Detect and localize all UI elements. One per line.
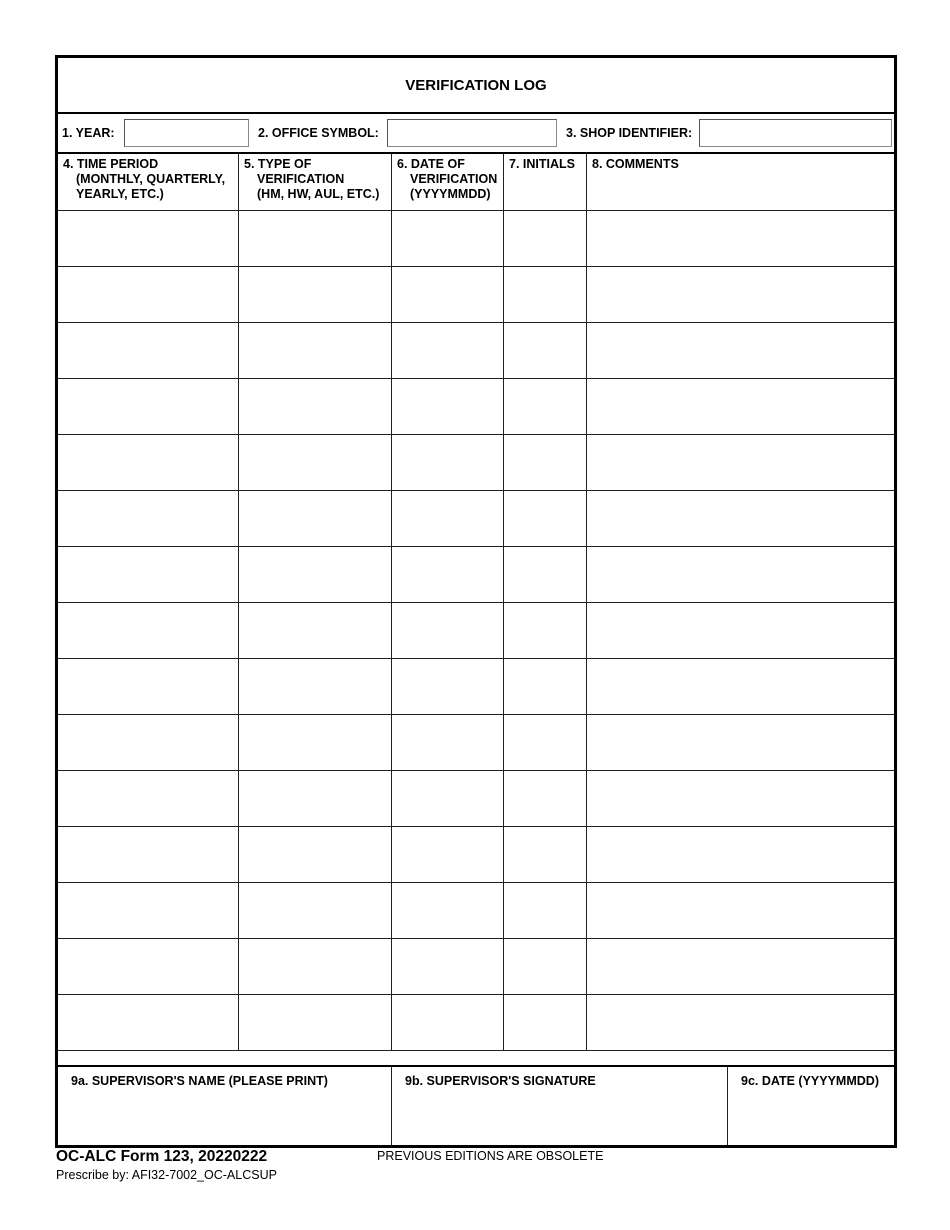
comments-cell[interactable] xyxy=(587,323,894,378)
comments-cell[interactable] xyxy=(587,211,894,266)
time-period-cell[interactable] xyxy=(58,715,238,770)
initials-cell[interactable] xyxy=(504,603,586,658)
comments-cell[interactable] xyxy=(587,883,894,938)
time-period-cell[interactable] xyxy=(58,491,238,546)
date-of-verification-cell[interactable] xyxy=(392,659,503,714)
initials-cell[interactable] xyxy=(504,939,586,994)
type-of-verification-cell[interactable] xyxy=(239,267,391,322)
initials-cell[interactable] xyxy=(504,659,586,714)
type-of-verification-cell[interactable] xyxy=(239,547,391,602)
form-title: VERIFICATION LOG xyxy=(58,58,894,114)
table-row xyxy=(58,491,894,547)
supervisor-signature-field[interactable] xyxy=(392,1067,727,1145)
date-of-verification-cell[interactable] xyxy=(392,771,503,826)
table-row xyxy=(58,547,894,603)
table-row xyxy=(58,771,894,827)
date-of-verification-cell[interactable] xyxy=(392,267,503,322)
comments-cell[interactable] xyxy=(587,267,894,322)
date-of-verification-cell[interactable] xyxy=(392,211,503,266)
type-of-verification-cell[interactable] xyxy=(239,435,391,490)
shop-identifier-input[interactable] xyxy=(699,119,892,147)
table-row xyxy=(58,995,894,1051)
comments-cell[interactable] xyxy=(587,491,894,546)
initials-cell[interactable] xyxy=(504,995,586,1050)
type-of-verification-cell[interactable] xyxy=(239,603,391,658)
comments-cell[interactable] xyxy=(587,379,894,434)
time-period-cell[interactable] xyxy=(58,827,238,882)
year-label: 1. YEAR: xyxy=(62,126,115,140)
comments-cell[interactable] xyxy=(587,547,894,602)
comments-cell[interactable] xyxy=(587,771,894,826)
time-period-cell[interactable] xyxy=(58,547,238,602)
date-of-verification-cell[interactable] xyxy=(392,939,503,994)
date-of-verification-cell[interactable] xyxy=(392,995,503,1050)
date-of-verification-cell[interactable] xyxy=(392,603,503,658)
comments-cell[interactable] xyxy=(587,435,894,490)
initials-cell[interactable] xyxy=(504,771,586,826)
time-period-cell[interactable] xyxy=(58,435,238,490)
type-of-verification-cell[interactable] xyxy=(239,659,391,714)
table-row xyxy=(58,323,894,379)
type-of-verification-cell[interactable] xyxy=(239,883,391,938)
comments-cell[interactable] xyxy=(587,603,894,658)
col-header-time-period: 4. TIME PERIOD (MONTHLY, QUARTERLY, YEARLY, ETC.) xyxy=(63,157,226,201)
table-row xyxy=(58,211,894,267)
supervisor-section xyxy=(58,1067,894,1145)
initials-cell[interactable] xyxy=(504,827,586,882)
time-period-cell[interactable] xyxy=(58,995,238,1050)
table-row xyxy=(58,267,894,323)
initials-cell[interactable] xyxy=(504,323,586,378)
col-header-date-of-verification: 6. DATE OF VERIFICATION (YYYYMMDD) xyxy=(397,157,498,201)
date-of-verification-cell[interactable] xyxy=(392,323,503,378)
type-of-verification-cell[interactable] xyxy=(239,995,391,1050)
supervisor-signature-label: 9b. SUPERVISOR'S SIGNATURE xyxy=(405,1074,596,1088)
type-of-verification-cell[interactable] xyxy=(239,827,391,882)
date-of-verification-cell[interactable] xyxy=(392,883,503,938)
table-header xyxy=(58,154,894,211)
table-row xyxy=(58,883,894,939)
comments-cell[interactable] xyxy=(587,995,894,1050)
shop-identifier-label: 3. SHOP IDENTIFIER: xyxy=(566,126,693,140)
date-of-verification-cell[interactable] xyxy=(392,435,503,490)
office-symbol-label: 2. OFFICE SYMBOL: xyxy=(258,126,379,140)
table-row xyxy=(58,715,894,771)
comments-cell[interactable] xyxy=(587,827,894,882)
table-row xyxy=(58,659,894,715)
date-of-verification-cell[interactable] xyxy=(392,547,503,602)
table-row xyxy=(58,827,894,883)
type-of-verification-cell[interactable] xyxy=(239,491,391,546)
time-period-cell[interactable] xyxy=(58,883,238,938)
type-of-verification-cell[interactable] xyxy=(239,323,391,378)
office-symbol-input[interactable] xyxy=(387,119,557,147)
type-of-verification-cell[interactable] xyxy=(239,379,391,434)
type-of-verification-cell[interactable] xyxy=(239,211,391,266)
date-of-verification-cell[interactable] xyxy=(392,827,503,882)
header-fields-row xyxy=(58,114,894,154)
spacer-band xyxy=(58,1051,894,1067)
initials-cell[interactable] xyxy=(504,883,586,938)
time-period-cell[interactable] xyxy=(58,939,238,994)
table-row xyxy=(58,939,894,995)
supervisor-name-field[interactable] xyxy=(58,1067,391,1145)
year-input[interactable] xyxy=(124,119,249,147)
comments-cell[interactable] xyxy=(587,939,894,994)
date-of-verification-cell[interactable] xyxy=(392,715,503,770)
supervisor-date-field[interactable] xyxy=(728,1067,894,1145)
initials-cell[interactable] xyxy=(504,547,586,602)
verification-log-form xyxy=(55,55,897,1148)
initials-cell[interactable] xyxy=(504,267,586,322)
date-of-verification-cell[interactable] xyxy=(392,491,503,546)
comments-cell[interactable] xyxy=(587,715,894,770)
time-period-cell[interactable] xyxy=(58,211,238,266)
time-period-cell[interactable] xyxy=(58,603,238,658)
time-period-cell[interactable] xyxy=(58,771,238,826)
initials-cell[interactable] xyxy=(504,435,586,490)
col-header-type-of-verification: 5. TYPE OF VERIFICATION (HM, HW, AUL, ETC.) xyxy=(244,157,380,201)
date-of-verification-cell[interactable] xyxy=(392,379,503,434)
table-row xyxy=(58,603,894,659)
previous-editions-notice: PREVIOUS EDITIONS ARE OBSOLETE xyxy=(377,1149,604,1163)
comments-cell[interactable] xyxy=(587,659,894,714)
supervisor-name-label: 9a. SUPERVISOR'S NAME (PLEASE PRINT) xyxy=(71,1074,328,1088)
time-period-cell[interactable] xyxy=(58,267,238,322)
time-period-cell[interactable] xyxy=(58,659,238,714)
col-header-initials: 7. INITIALS xyxy=(509,157,575,171)
col-header-comments: 8. COMMENTS xyxy=(592,157,679,171)
time-period-cell[interactable] xyxy=(58,379,238,434)
type-of-verification-cell[interactable] xyxy=(239,715,391,770)
initials-cell[interactable] xyxy=(504,379,586,434)
table-row xyxy=(58,379,894,435)
type-of-verification-cell[interactable] xyxy=(239,939,391,994)
initials-cell[interactable] xyxy=(504,211,586,266)
time-period-cell[interactable] xyxy=(58,323,238,378)
type-of-verification-cell[interactable] xyxy=(239,771,391,826)
supervisor-date-label: 9c. DATE (YYYYMMDD) xyxy=(741,1074,879,1088)
initials-cell[interactable] xyxy=(504,491,586,546)
initials-cell[interactable] xyxy=(504,715,586,770)
table-row xyxy=(58,435,894,491)
prescribed-by: Prescribe by: AFI32-7002_OC-ALCSUP xyxy=(56,1168,277,1182)
form-identifier: OC-ALC Form 123, 20220222 xyxy=(56,1148,268,1165)
log-rows xyxy=(58,211,894,1051)
